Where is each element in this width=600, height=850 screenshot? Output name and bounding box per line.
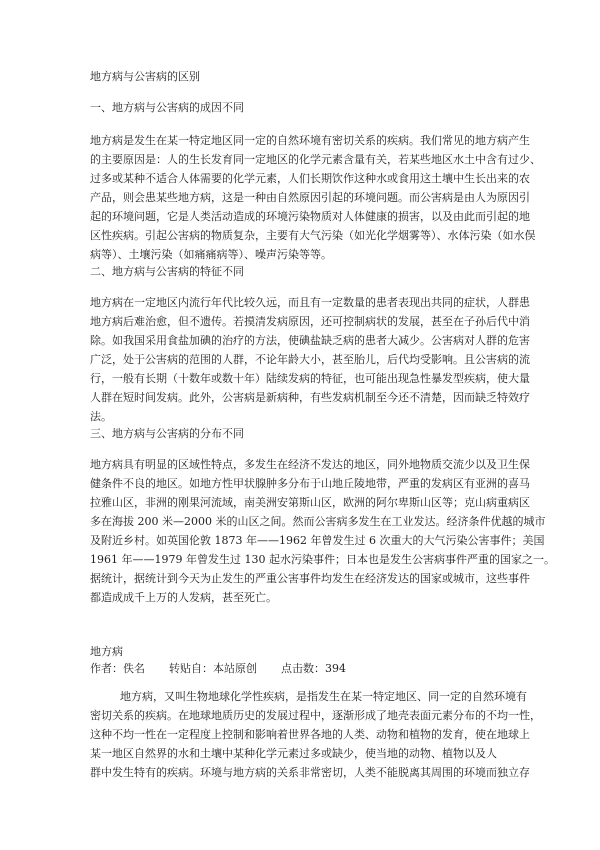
paragraph-line: 多在海拔 200 米—2000 米的山区之间。然而公害病多发生在工业发达。经济条件优越的城市 xyxy=(90,515,546,528)
paragraph-line: 这种不均一性在一定程度上控制和影响着世界各地的人类、动物和植物的发育，使在地球上 xyxy=(90,728,530,741)
paragraph-line: 过多或某种不适合人体需要的化学元素，人们长期饮作这种水或食用这土壤中生长出来的农 xyxy=(90,172,530,185)
section-2-heading: 二、地方病与公害病的特征不同 xyxy=(90,265,244,278)
paragraph-line: 区性疾病。引起公害病的物质复杂，主要有大气污染（如光化学烟雾等）、水体污染（如水俣 xyxy=(90,229,536,242)
paragraph-line: 的主要原因是：人的生长发育同一定地区的化学元素含量有关，若某些地区水土中含有过少、 xyxy=(90,153,541,166)
paragraph-line: 地方病是发生在某一特定地区同一定的自然环境有密切关系的疾病。我们常见的地方病产生 xyxy=(90,134,530,147)
paragraph-line: 病等）、土壤污染（如痛痛病等）、噪声污染等等。 xyxy=(90,248,332,261)
paragraph-line: 拉雅山区，非洲的刚果河流域，南美洲安第斯山区，欧洲的阿尔卑斯山区等；克山病重病区 xyxy=(90,496,530,509)
paragraph-line: 地方病，又叫生物地球化学性疾病，是指发生在某一特定地区、同一定的自然环境有 xyxy=(120,690,527,703)
paragraph-line: 某一地区自然界的水和土壤中某种化学元素过多或缺少，使当地的动物、植物以及人 xyxy=(90,747,497,760)
paragraph-line: 起的环境问题，它是人类活动造成的环境污染物质对人体健康的损害，以及由此而引起的地 xyxy=(90,210,530,223)
paragraph-line: 及附近乡村。如英国伦敦 1873 年——1962 年曾发生过 6 次重大的大气污染公害事件；美国 xyxy=(90,534,545,547)
paragraph-line: 广泛，处于公害病的范围的人群，不论年龄大小，甚至胎儿，后代均受影响。且公害病的流 xyxy=(90,353,530,366)
article-meta xyxy=(90,659,510,678)
source-label: 转贴自：本站原创 xyxy=(169,662,257,675)
article-title: 地方病 xyxy=(90,645,123,658)
paragraph-line: 人群在短时间发病。此外，公害病是新病种，有些发病机制至今还不清楚，因而缺乏特效疗 xyxy=(90,391,530,404)
paragraph-line: 1961 年——1979 年曾发生过 130 起水污染事件；日本也是发生公害病事件严重的国家之一。 xyxy=(90,553,555,566)
clicks-label: 点击数：394 xyxy=(281,662,346,675)
paragraph-line: 据统计，据统计到今天为止发生的严重公害事件均发生在经济发达的国家或城市，这些事件 xyxy=(90,572,530,585)
paragraph-line: 法。 xyxy=(90,410,112,423)
author-label: 作者：佚名 xyxy=(90,662,145,675)
paragraph-line: 都造成成千上万的人发病，甚至死亡。 xyxy=(90,591,277,604)
document-title: 地方病与公害病的区别 xyxy=(90,70,200,83)
paragraph-line: 地方病在一定地区内流行年代比较久远，而且有一定数量的患者表现出共同的症状，人群患 xyxy=(90,296,530,309)
section-3-heading: 三、地方病与公害病的分布不同 xyxy=(90,427,244,440)
section-1-heading: 一、地方病与公害病的成因不同 xyxy=(90,101,244,114)
paragraph-line: 地方病具有明显的区域性特点，多发生在经济不发达的地区，同外地物质交流少以及卫生保 xyxy=(90,458,530,471)
paragraph-line: 地方病后难治愈，但不遗传。若摸清发病原因，还可控制病状的发展，甚至在子孙后代中消 xyxy=(90,315,530,328)
paragraph-line: 健条件不良的地区。如地方性甲状腺肿多分布于山地丘陵地带，严重的发病区有亚洲的喜马 xyxy=(90,477,530,490)
paragraph-line: 产品，则会患某些地方病，这是一种由自然原因引起的环境问题。而公害病是由人为原因引 xyxy=(90,191,530,204)
paragraph-line: 密切关系的疾病。在地球地质历史的发展过程中，逐渐形成了地壳表面元素分布的不均一性， xyxy=(90,709,541,722)
paragraph-line: 群中发生特有的疾病。环境与地方病的关系非常密切，人类不能脱离其周围的环境而独立存 xyxy=(90,766,530,779)
paragraph-line: 除。如我国采用食盐加碘的治疗的方法，使碘盐缺乏病的患者大减少。公害病对人群的危害 xyxy=(90,334,530,347)
paragraph-line: 行，一般有长期（十数年或数十年）陆续发病的特征，也可能出现急性暴发型疾病，使大量 xyxy=(90,372,530,385)
